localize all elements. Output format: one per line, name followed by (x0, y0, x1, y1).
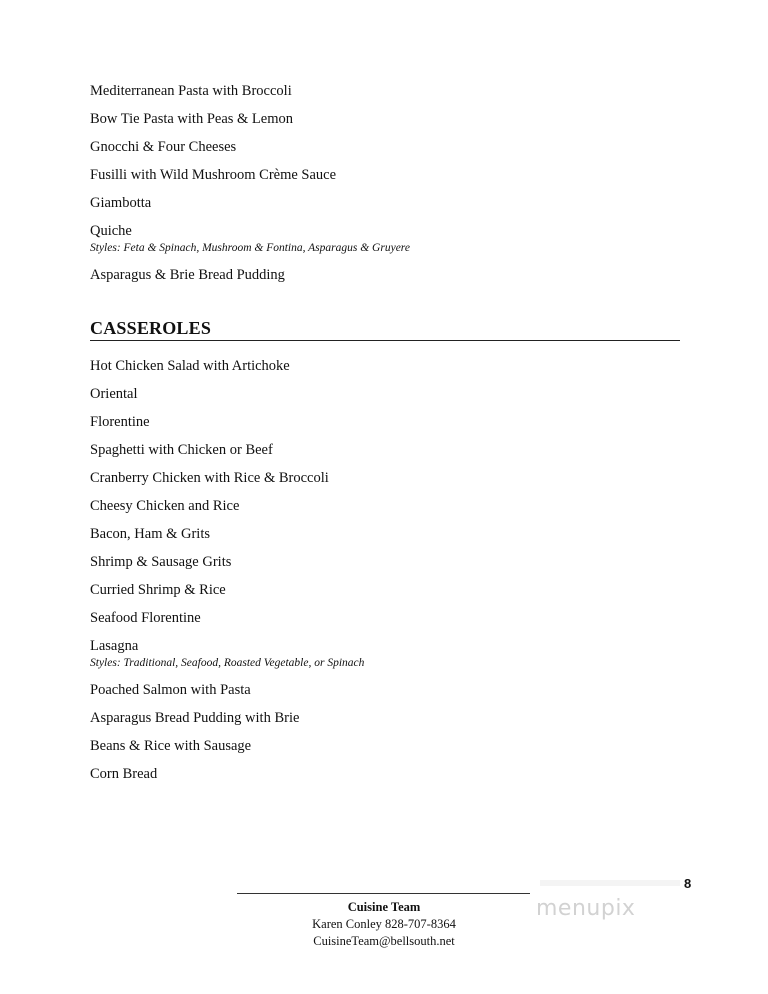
menu-item: Corn Bread (90, 766, 158, 782)
menu-item: Cranberry Chicken with Rice & Broccoli (90, 470, 329, 486)
menu-item: Cheesy Chicken and Rice (90, 498, 240, 514)
section-divider (90, 340, 680, 341)
menu-item: Quiche (90, 223, 132, 239)
menu-item: Mediterranean Pasta with Broccoli (90, 83, 292, 99)
menu-item-styles: Styles: Feta & Spinach, Mushroom & Fontina, Asparagus & Gruyere (90, 242, 410, 254)
menu-item: Gnocchi & Four Cheeses (90, 139, 237, 155)
menu-item: Beans & Rice with Sausage (90, 738, 252, 754)
menu-item: Hot Chicken Salad with Artichoke (90, 358, 290, 374)
menu-item: Giambotta (90, 195, 152, 211)
section-title-casseroles: CASSEROLES (90, 318, 212, 338)
page-number: 8 (684, 876, 692, 891)
menu-item: Fusilli with Wild Mushroom Crème Sauce (90, 167, 337, 183)
menu-item: Shrimp & Sausage Grits (90, 554, 232, 570)
footer-team-name: Cuisine Team (347, 900, 421, 914)
menu-item: Asparagus & Brie Bread Pudding (90, 267, 285, 283)
footer-email: CuisineTeam@bellsouth.net (313, 934, 455, 948)
menu-item: Curried Shrimp & Rice (90, 582, 226, 598)
watermark-logo: menupix (536, 896, 636, 921)
menu-item-styles: Styles: Traditional, Seafood, Roasted Vegetable, or Spinach (90, 657, 365, 669)
footer-divider (237, 893, 530, 894)
footer-contact: Karen Conley 828-707-8364 (312, 917, 456, 931)
menu-item: Bow Tie Pasta with Peas & Lemon (90, 111, 294, 127)
menu-item: Oriental (90, 386, 138, 402)
menu-item: Florentine (90, 414, 150, 430)
menu-item: Spaghetti with Chicken or Beef (90, 442, 273, 458)
menu-item: Poached Salmon with Pasta (90, 682, 251, 698)
menu-item: Lasagna (90, 638, 139, 654)
menu-item: Bacon, Ham & Grits (90, 526, 211, 542)
menu-item: Seafood Florentine (90, 610, 201, 626)
watermark-band (540, 880, 680, 886)
menu-item: Asparagus Bread Pudding with Brie (90, 710, 300, 726)
